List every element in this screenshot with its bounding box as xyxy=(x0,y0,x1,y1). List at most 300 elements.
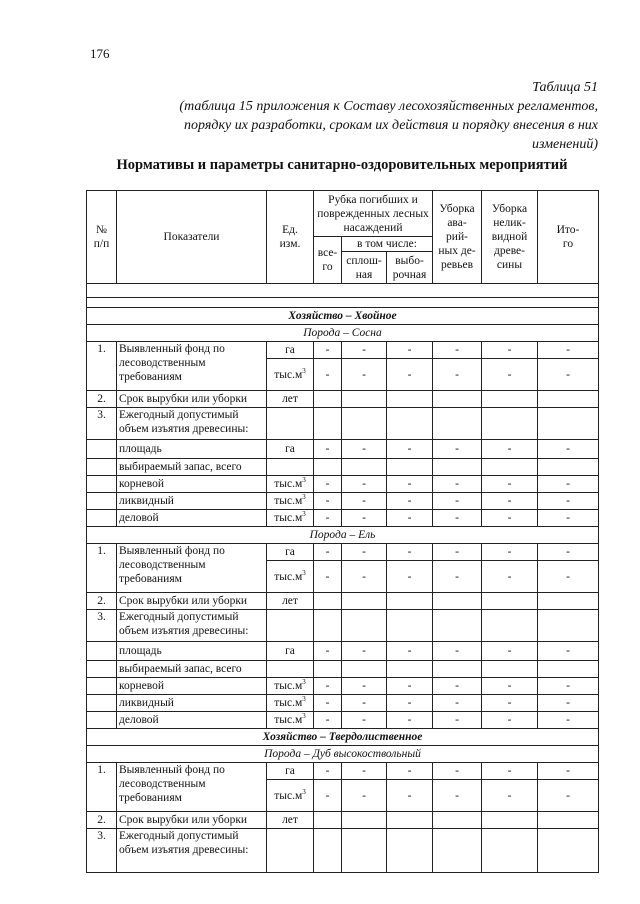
subsection-spruce: Порода – Ель xyxy=(87,527,599,544)
value-cell: - xyxy=(314,678,342,695)
unit-sup: 3 xyxy=(302,787,306,796)
row-label xyxy=(117,342,267,391)
row-label: Срок вырубки или уборки xyxy=(117,593,267,610)
value-cell: - xyxy=(387,712,433,729)
table-row xyxy=(87,408,599,440)
table-label-line: порядку их разработки, срокам их действия и порядку внесения в них xyxy=(184,118,598,133)
row-label: Срок вырубки или уборки xyxy=(117,391,267,408)
value-cell: - xyxy=(342,712,387,729)
header-text: изм. xyxy=(279,238,301,250)
value-cell: - xyxy=(482,359,538,391)
section-row xyxy=(87,729,599,746)
header-text: п/п xyxy=(93,238,110,250)
unit-text: тыс.м xyxy=(274,789,303,802)
label-line: требованиям xyxy=(119,792,182,804)
norms-table xyxy=(86,190,599,873)
value-cell xyxy=(433,391,482,408)
row-label: деловой xyxy=(117,712,267,729)
unit-cell: лет xyxy=(267,812,314,829)
value-cell: - xyxy=(342,440,387,459)
value-cell: - xyxy=(482,493,538,510)
value-cell: - xyxy=(482,440,538,459)
value-cell: - xyxy=(482,510,538,527)
value-cell xyxy=(482,661,538,678)
row-number xyxy=(87,712,117,729)
header-cell-clear xyxy=(342,252,387,284)
value-cell: - xyxy=(538,561,599,593)
label-line: лесоводственным xyxy=(119,778,206,790)
value-cell: - xyxy=(482,342,538,359)
header-text: ная xyxy=(355,268,373,281)
header-text: поврежденных лесных xyxy=(317,207,429,220)
row-label: ликвидный xyxy=(117,493,267,510)
unit-text: тыс.м xyxy=(274,512,303,524)
value-cell: - xyxy=(314,359,342,391)
value-cell: - xyxy=(342,544,387,561)
value-cell xyxy=(342,459,387,476)
header-cell-total xyxy=(314,237,342,284)
header-cell-unit xyxy=(267,191,314,284)
header-text: выбо- xyxy=(395,254,424,267)
header-text: Уборка xyxy=(439,203,475,215)
row-label: деловой xyxy=(117,510,267,527)
value-cell xyxy=(482,593,538,610)
label-line: требованиям xyxy=(119,371,182,383)
value-cell: - xyxy=(482,642,538,661)
unit-cell xyxy=(267,695,314,712)
row-number: 3. xyxy=(87,610,117,642)
value-cell: - xyxy=(482,695,538,712)
value-cell: - xyxy=(314,712,342,729)
value-cell: - xyxy=(314,780,342,812)
value-cell: - xyxy=(433,440,482,459)
value-cell: - xyxy=(387,561,433,593)
value-cell: - xyxy=(314,642,342,661)
value-cell: - xyxy=(387,678,433,695)
value-cell xyxy=(538,829,599,873)
row-number xyxy=(87,440,117,459)
value-cell: - xyxy=(314,493,342,510)
unit-text: тыс.м xyxy=(274,714,303,726)
row-number xyxy=(87,459,117,476)
unit-cell xyxy=(267,610,314,642)
table-label-line: изменений) xyxy=(531,137,598,152)
row-number xyxy=(87,678,117,695)
value-cell xyxy=(342,593,387,610)
label-line: требованиям xyxy=(119,573,182,585)
unit-sup: 3 xyxy=(302,476,306,485)
value-cell: - xyxy=(433,678,482,695)
value-cell: - xyxy=(314,476,342,493)
subsection-oak: Порода – Дуб высокоствольный xyxy=(87,746,599,763)
row-label: корневой xyxy=(117,476,267,493)
table-row xyxy=(87,661,599,678)
header-text: Уборка xyxy=(491,203,528,215)
row-number xyxy=(87,510,117,527)
unit-sup: 3 xyxy=(302,678,306,687)
subsection-row xyxy=(87,527,599,544)
label-line: Ежегодный допустимый xyxy=(119,830,239,842)
row-label: ликвидный xyxy=(117,695,267,712)
value-cell: - xyxy=(538,510,599,527)
header-cell-number xyxy=(87,191,117,284)
value-cell xyxy=(387,459,433,476)
value-cell: - xyxy=(538,493,599,510)
row-label: Срок вырубки или уборки xyxy=(117,812,267,829)
header-cell-nonliquid xyxy=(482,191,538,284)
value-cell: - xyxy=(314,510,342,527)
table-label-line: Таблица 51 xyxy=(532,80,598,95)
value-cell xyxy=(342,829,387,873)
row-number: 2. xyxy=(87,812,117,829)
value-cell: - xyxy=(433,780,482,812)
table-row xyxy=(87,391,599,408)
value-cell: - xyxy=(342,642,387,661)
header-text: сплош- xyxy=(346,254,382,267)
value-cell: - xyxy=(482,544,538,561)
value-cell xyxy=(387,812,433,829)
unit-text: тыс.м xyxy=(274,680,303,692)
unit-text: тыс.м xyxy=(274,697,303,709)
value-cell xyxy=(538,610,599,642)
row-number xyxy=(87,476,117,493)
value-cell: - xyxy=(342,695,387,712)
value-cell: - xyxy=(342,342,387,359)
value-cell: - xyxy=(538,342,599,359)
label-line: объем изъятия древесины: xyxy=(119,423,249,435)
value-cell xyxy=(342,812,387,829)
value-cell xyxy=(538,593,599,610)
value-cell xyxy=(314,610,342,642)
value-cell: - xyxy=(342,561,387,593)
value-cell xyxy=(314,661,342,678)
header-text: все- xyxy=(317,247,338,259)
value-cell: - xyxy=(314,544,342,561)
value-cell: - xyxy=(314,695,342,712)
unit-text: тыс.м xyxy=(274,368,303,381)
row-label xyxy=(117,610,267,642)
unit-cell xyxy=(267,476,314,493)
unit-cell xyxy=(267,678,314,695)
table-row xyxy=(87,342,599,359)
value-cell: - xyxy=(387,342,433,359)
value-cell: - xyxy=(482,780,538,812)
value-cell xyxy=(433,408,482,440)
value-cell: - xyxy=(482,476,538,493)
unit-cell xyxy=(267,493,314,510)
table-row xyxy=(87,812,599,829)
value-cell: - xyxy=(433,763,482,780)
table-row xyxy=(87,493,599,510)
header-text: ных де- xyxy=(438,245,476,257)
label-line: объем изъятия древесины: xyxy=(119,844,249,856)
value-cell xyxy=(538,661,599,678)
label-line: Выявленный фонд по xyxy=(119,545,225,557)
unit-cell xyxy=(267,712,314,729)
value-cell: - xyxy=(433,510,482,527)
unit-cell xyxy=(267,408,314,440)
label-line: объем изъятия древесины: xyxy=(119,625,249,637)
value-cell: - xyxy=(538,763,599,780)
header-text: Ед. xyxy=(282,224,298,236)
label-line: лесоводственным xyxy=(119,357,206,369)
value-cell: - xyxy=(433,712,482,729)
value-cell: - xyxy=(482,712,538,729)
header-text: сины xyxy=(496,259,523,271)
table-row xyxy=(87,642,599,661)
unit-cell: га xyxy=(267,544,314,561)
value-cell: - xyxy=(433,561,482,593)
row-label xyxy=(117,408,267,440)
value-cell xyxy=(482,829,538,873)
value-cell: - xyxy=(387,493,433,510)
section-coniferous: Хозяйство – Хвойное xyxy=(87,308,599,325)
value-cell xyxy=(482,812,538,829)
value-cell: - xyxy=(538,642,599,661)
row-label: выбираемый запас, всего xyxy=(117,661,267,678)
header-text: нелик- xyxy=(493,217,526,229)
row-number xyxy=(87,493,117,510)
row-label: корневой xyxy=(117,678,267,695)
unit-text: тыс.м xyxy=(274,570,303,583)
table-row xyxy=(87,829,599,873)
value-cell: - xyxy=(433,642,482,661)
spacer-cell xyxy=(87,298,599,308)
header-text: № xyxy=(96,224,107,236)
value-cell: - xyxy=(538,678,599,695)
unit-cell xyxy=(267,459,314,476)
unit-cell: лет xyxy=(267,593,314,610)
header-text: древе- xyxy=(493,245,525,257)
header-text: рий- xyxy=(446,231,468,243)
value-cell xyxy=(314,829,342,873)
unit-cell: лет xyxy=(267,391,314,408)
value-cell xyxy=(314,593,342,610)
value-cell xyxy=(387,408,433,440)
unit-cell: га xyxy=(267,440,314,459)
table-row xyxy=(87,695,599,712)
value-cell xyxy=(314,408,342,440)
unit-cell xyxy=(267,661,314,678)
subsection-row xyxy=(87,325,599,342)
value-cell xyxy=(433,610,482,642)
row-label: выбираемый запас, всего xyxy=(117,459,267,476)
value-cell: - xyxy=(482,763,538,780)
value-cell: - xyxy=(387,510,433,527)
unit-cell: га xyxy=(267,342,314,359)
value-cell: - xyxy=(387,476,433,493)
value-cell: - xyxy=(342,493,387,510)
value-cell: - xyxy=(387,763,433,780)
table-row xyxy=(87,459,599,476)
value-cell xyxy=(387,610,433,642)
header-cell-emergency xyxy=(433,191,482,284)
value-cell xyxy=(433,459,482,476)
page-number: 176 xyxy=(90,46,110,61)
header-text: видной xyxy=(491,231,528,243)
unit-sup: 3 xyxy=(302,695,306,704)
unit-cell: га xyxy=(267,642,314,661)
spacer-row xyxy=(87,298,599,308)
table-row xyxy=(87,678,599,695)
value-cell: - xyxy=(538,712,599,729)
row-number: 3. xyxy=(87,408,117,440)
header-cell-selective xyxy=(387,252,433,284)
value-cell xyxy=(482,391,538,408)
value-cell: - xyxy=(342,510,387,527)
table-row xyxy=(87,593,599,610)
row-number: 1. xyxy=(87,342,117,391)
header-cell-including: в том числе: xyxy=(342,237,433,252)
unit-cell xyxy=(267,510,314,527)
value-cell: - xyxy=(314,342,342,359)
value-cell xyxy=(538,812,599,829)
header-text: ава- xyxy=(447,217,467,229)
value-cell: - xyxy=(387,544,433,561)
unit-sup: 3 xyxy=(302,493,306,502)
value-cell: - xyxy=(538,440,599,459)
value-cell: - xyxy=(342,763,387,780)
label-line: Выявленный фонд по xyxy=(119,343,225,355)
value-cell xyxy=(482,610,538,642)
value-cell xyxy=(482,459,538,476)
unit-cell xyxy=(267,359,314,391)
value-cell: - xyxy=(342,780,387,812)
table-label-line: (таблица 15 приложения к Составу лесохозяйственных регламентов, xyxy=(179,99,598,114)
document-title: Нормативы и параметры санитарно-оздоровительных мероприятий xyxy=(116,157,568,173)
value-cell: - xyxy=(387,440,433,459)
value-cell: - xyxy=(314,561,342,593)
value-cell: - xyxy=(387,780,433,812)
row-number xyxy=(87,695,117,712)
value-cell: - xyxy=(433,493,482,510)
value-cell xyxy=(342,391,387,408)
value-cell: - xyxy=(433,476,482,493)
subsection-pine: Порода – Сосна xyxy=(87,325,599,342)
value-cell: - xyxy=(538,695,599,712)
value-cell: - xyxy=(342,476,387,493)
unit-cell xyxy=(267,780,314,812)
table-row xyxy=(87,510,599,527)
value-cell xyxy=(387,593,433,610)
table-label xyxy=(98,78,598,154)
table-row xyxy=(87,712,599,729)
row-number: 2. xyxy=(87,593,117,610)
value-cell xyxy=(433,812,482,829)
value-cell: - xyxy=(538,544,599,561)
row-label: площадь xyxy=(117,440,267,459)
unit-sup: 3 xyxy=(302,366,306,375)
table-row xyxy=(87,544,599,561)
unit-cell: га xyxy=(267,763,314,780)
header-cell-indicators: Показатели xyxy=(117,191,267,284)
row-number: 3. xyxy=(87,829,117,873)
row-label xyxy=(117,829,267,873)
header-text: рочная xyxy=(392,268,427,281)
table-row xyxy=(87,476,599,493)
row-label: площадь xyxy=(117,642,267,661)
value-cell: - xyxy=(538,476,599,493)
value-cell xyxy=(538,391,599,408)
table-row xyxy=(87,440,599,459)
value-cell xyxy=(538,408,599,440)
value-cell xyxy=(433,661,482,678)
value-cell xyxy=(314,459,342,476)
spacer-row xyxy=(87,284,599,298)
table-row xyxy=(87,610,599,642)
label-line: лесоводственным xyxy=(119,559,206,571)
spacer-cell xyxy=(87,284,599,298)
value-cell xyxy=(482,408,538,440)
header-text: го xyxy=(322,261,333,273)
header-text: го xyxy=(562,238,574,250)
value-cell: - xyxy=(482,561,538,593)
table-row xyxy=(87,763,599,780)
value-cell: - xyxy=(387,359,433,391)
unit-sup: 3 xyxy=(302,510,306,519)
value-cell: - xyxy=(387,695,433,712)
header-row xyxy=(87,191,599,237)
header-cell-felling xyxy=(314,191,433,237)
value-cell xyxy=(387,391,433,408)
value-cell: - xyxy=(314,763,342,780)
subsection-row xyxy=(87,746,599,763)
label-line: Выявленный фонд по xyxy=(119,764,225,776)
value-cell xyxy=(433,829,482,873)
value-cell: - xyxy=(314,440,342,459)
unit-sup: 3 xyxy=(302,568,306,577)
value-cell xyxy=(387,661,433,678)
row-number xyxy=(87,642,117,661)
value-cell: - xyxy=(433,695,482,712)
header-cell-itogo xyxy=(538,191,599,284)
unit-text: тыс.м xyxy=(274,478,303,490)
unit-cell xyxy=(267,829,314,873)
value-cell xyxy=(342,661,387,678)
value-cell xyxy=(433,593,482,610)
header-text: Ито- xyxy=(556,224,580,236)
section-row xyxy=(87,308,599,325)
unit-text: тыс.м xyxy=(274,495,303,507)
header-text: насаждений xyxy=(343,221,403,234)
value-cell: - xyxy=(482,678,538,695)
header-text: Рубка погибших и xyxy=(328,193,418,206)
unit-cell xyxy=(267,561,314,593)
label-line: Ежегодный допустимый xyxy=(119,611,239,623)
value-cell xyxy=(342,408,387,440)
row-number: 1. xyxy=(87,544,117,593)
row-number xyxy=(87,661,117,678)
label-line: Ежегодный допустимый xyxy=(119,409,239,421)
value-cell: - xyxy=(433,359,482,391)
value-cell xyxy=(314,391,342,408)
value-cell xyxy=(342,610,387,642)
value-cell xyxy=(314,812,342,829)
value-cell: - xyxy=(342,678,387,695)
row-number: 2. xyxy=(87,391,117,408)
value-cell: - xyxy=(342,359,387,391)
value-cell: - xyxy=(538,780,599,812)
unit-sup: 3 xyxy=(302,712,306,721)
section-hardwood: Хозяйство – Твердолиственное xyxy=(87,729,599,746)
value-cell: - xyxy=(538,359,599,391)
value-cell: - xyxy=(387,642,433,661)
header-text: ревьев xyxy=(440,259,474,271)
value-cell xyxy=(387,829,433,873)
row-number: 1. xyxy=(87,763,117,812)
row-label xyxy=(117,763,267,812)
value-cell: - xyxy=(433,544,482,561)
